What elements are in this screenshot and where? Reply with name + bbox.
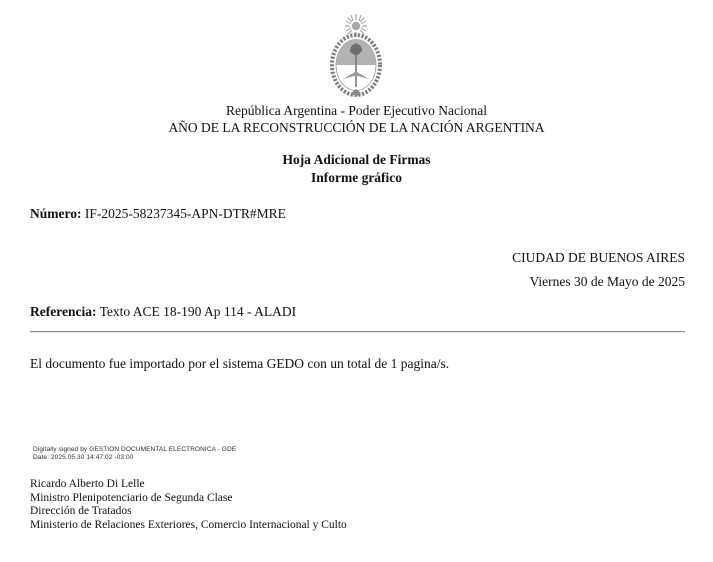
document-title: Hoja Adicional de Firmas — [282, 152, 431, 167]
signer-office: Dirección de Tratados — [30, 505, 132, 518]
reference-label: Referencia: — [30, 304, 97, 319]
body-text: El documento fue importado por el sistema GEDO con un total de 1 pagina/s. — [30, 356, 450, 371]
signer-block — [30, 478, 347, 532]
place-date-block — [30, 250, 685, 290]
argentina-coat-of-arms-icon — [317, 13, 395, 101]
digital-signature-line2: Date: 2025.05.30 14:47:02 -03:00 — [33, 454, 134, 461]
signer-role: Ministro Plenipotenciario de Segunda Clase — [30, 491, 233, 504]
date-line: Viernes 30 de Mayo de 2025 — [529, 274, 685, 289]
document-subtitle: Informe gráfico — [310, 170, 403, 185]
reference-row — [30, 304, 685, 320]
city-line: CIUDAD DE BUENOS AIRES — [512, 250, 685, 265]
header-year-line: AÑO DE LA RECONSTRUCCIÓN DE LA NACIÓN ARGENTINA — [168, 120, 545, 135]
header-republic-line: República Argentina - Poder Ejecutivo Nacional — [225, 103, 488, 118]
number-value: IF-2025-58237345-APN-DTR#MRE — [84, 206, 286, 221]
document-number-row — [30, 206, 685, 222]
section-divider — [30, 331, 685, 333]
number-label: Número: — [30, 206, 82, 221]
digital-signature-line1: Digitally signed by GESTION DOCUMENTAL ELECTRONICA - GDE — [33, 446, 237, 453]
digital-signature-stamp — [33, 446, 236, 462]
signer-name: Ricardo Alberto Di Lelle — [30, 478, 145, 490]
signer-ministry: Ministerio de Relaciones Exteriores, Comercio Internacional y Culto — [30, 518, 347, 531]
reference-value: Texto ACE 18-190 Ap 114 - ALADI — [99, 304, 297, 319]
